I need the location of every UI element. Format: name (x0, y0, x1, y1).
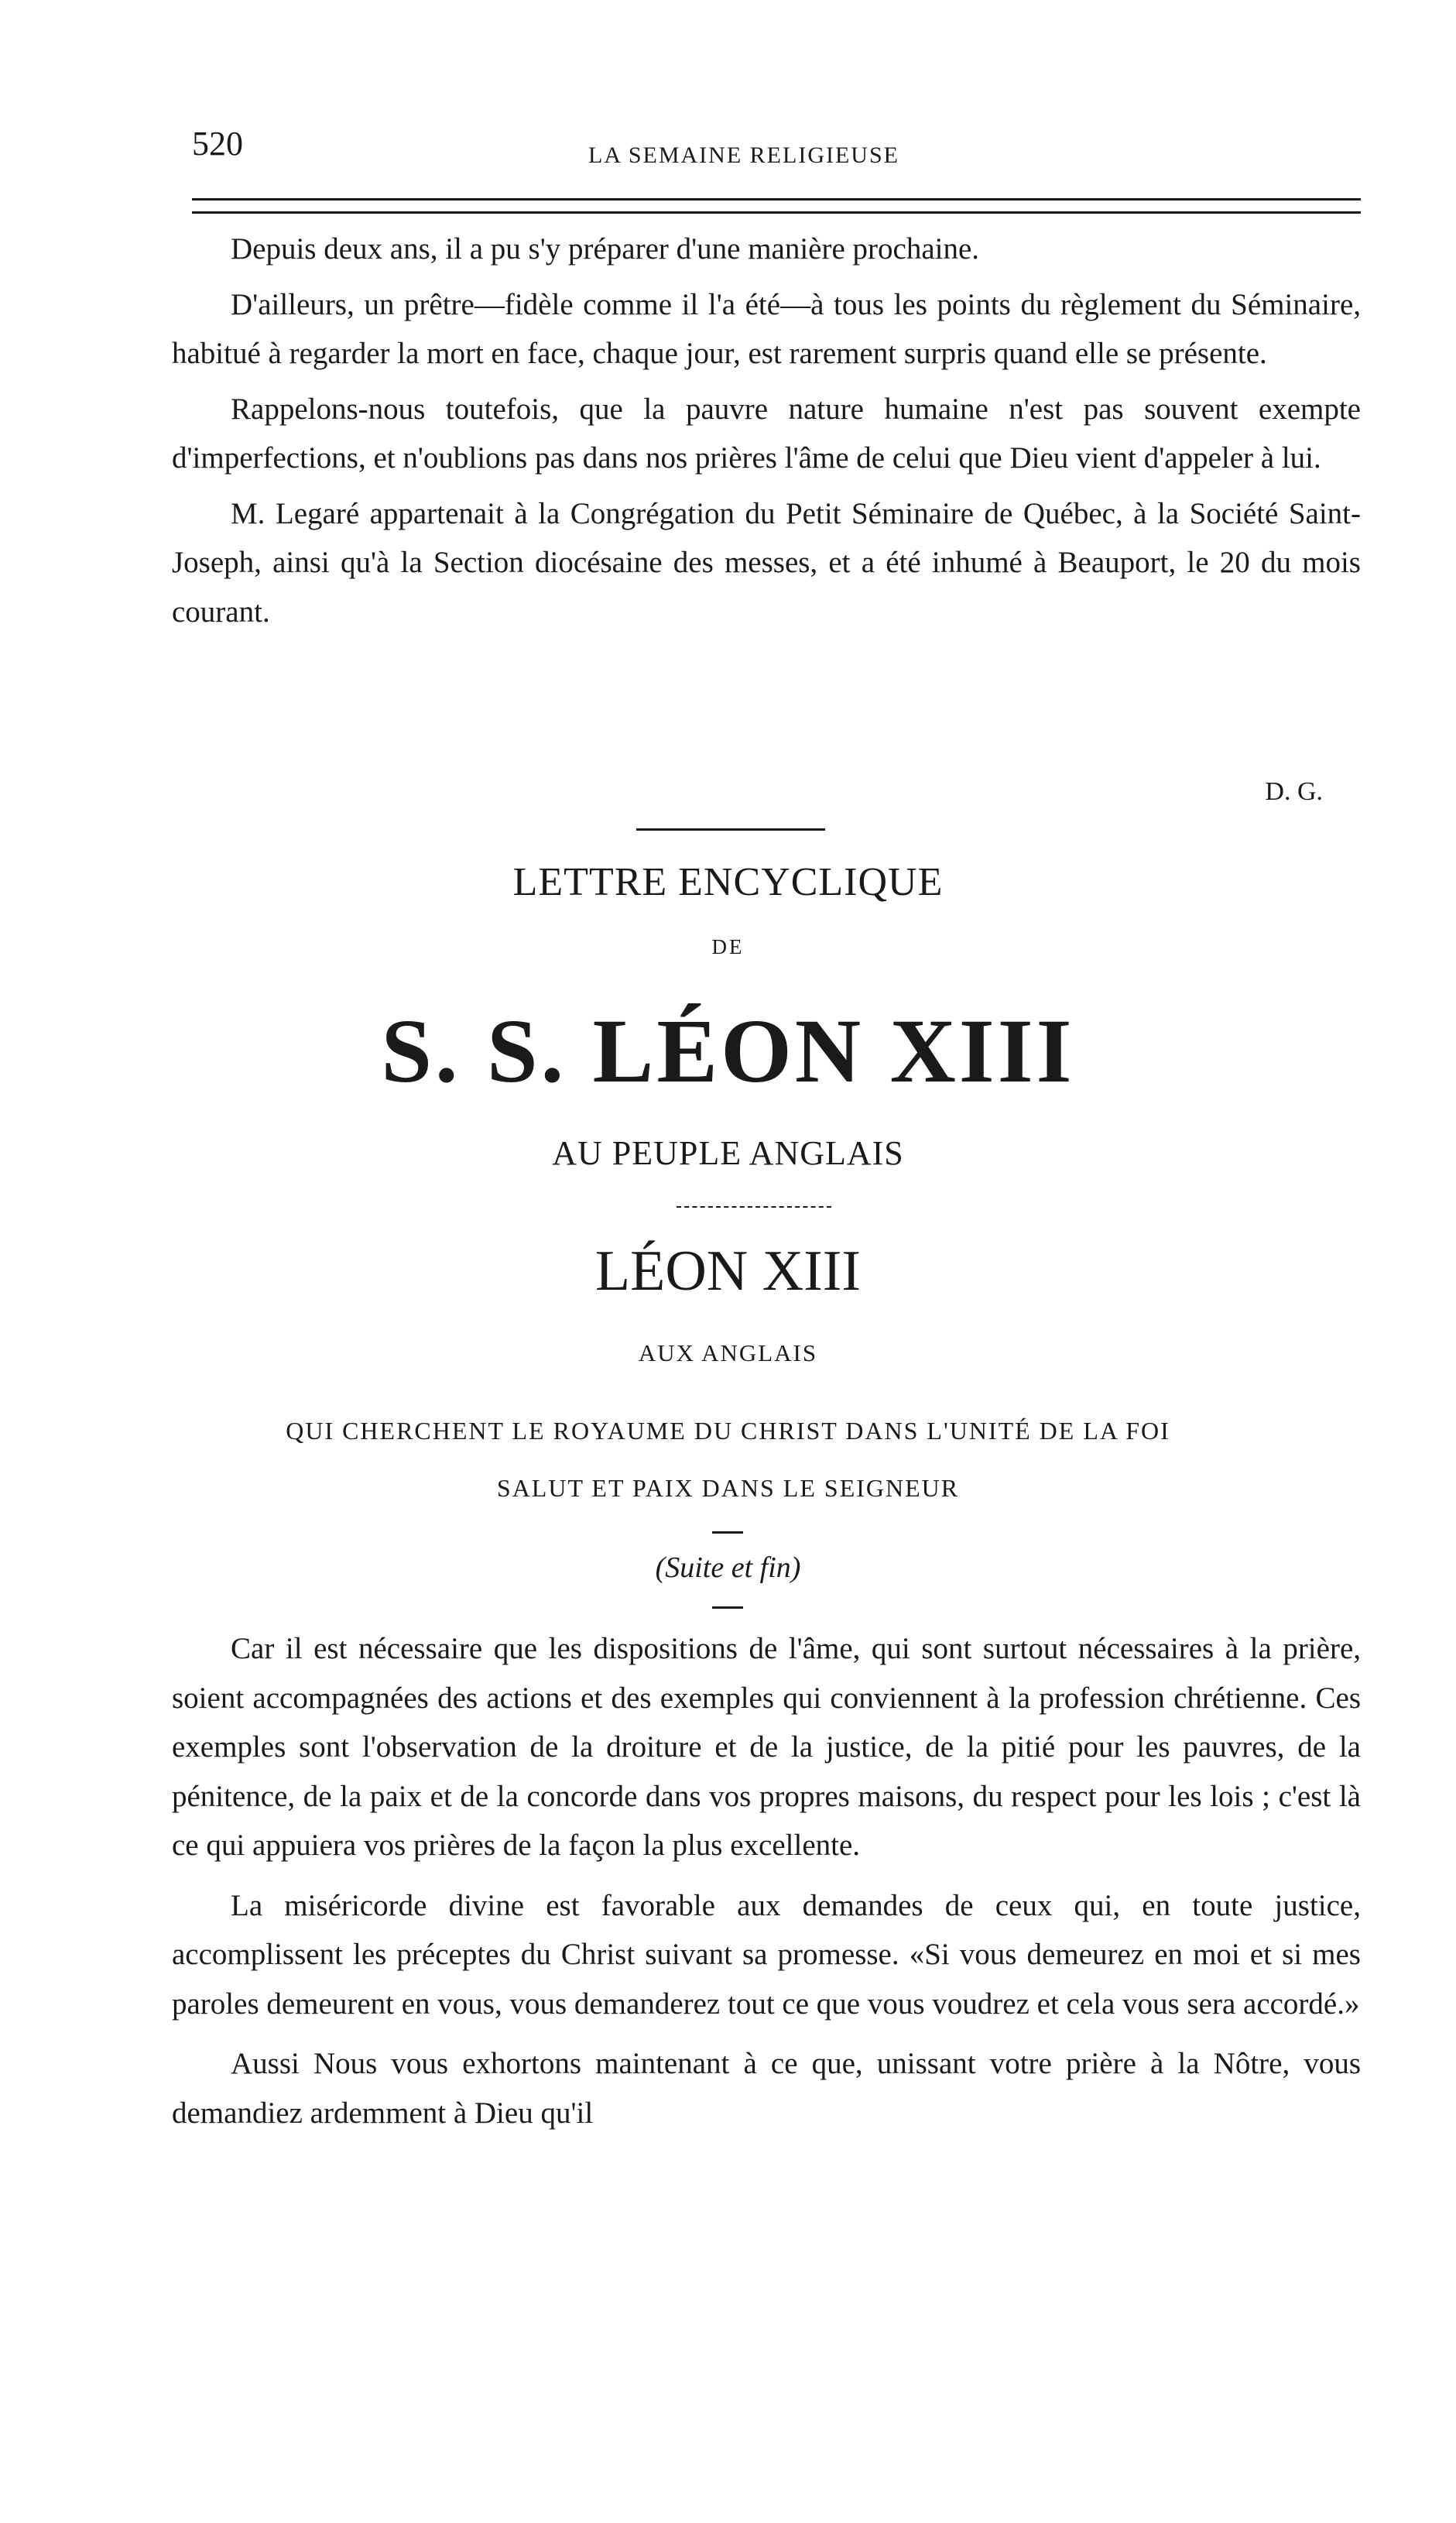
encyclical-title: LETTRE ENCYCLIQUE (512, 860, 944, 904)
address-line: QUI CHERCHENT LE ROYAUME DU CHRIST DANS L'UNITÉ DE LA FOI (286, 1417, 1170, 1445)
obituary-text (172, 225, 1361, 636)
greeting-line: SALUT ET PAIX DANS LE SEIGNEUR (496, 1474, 960, 1502)
paragraph: Car il est nécessaire que les dispositions de l'âme, qui sont surtout nécessaires à la prière, soient accompagnées des actions et des exemples qui conviennent à la profession chrétienne. Ces exemples sont l'observation de la droiture et de la justice, de la pitié pour les pauvres, de la pénitence, de la paix et de la concorde dans vos propres maisons, du respect pour les lois ; c'est là ce qui appuiera vos prières de la façon la plus excellente. (172, 1632, 1361, 1862)
signature: D. G. (1265, 777, 1323, 806)
paragraph: Aussi Nous vous exhortons maintenant à ce que, unissant votre prière à la Nôtre, vous demandiez ardemment à Dieu qu'il (172, 2047, 1361, 2130)
section-divider (636, 828, 825, 831)
paragraph: Rappelons-nous toutefois, que la pauvre nature humaine n'est pas souvent exempte d'imperfections, et n'oublions pas dans nos prières l'âme de celui que Dieu vient d'appeler à lui. (172, 392, 1361, 475)
paragraph: Depuis deux ans, il a pu s'y préparer d'une manière prochaine. (231, 232, 980, 266)
paragraph: La miséricorde divine est favorable aux demandes de ceux qui, en toute justice, accomplissent les préceptes du Christ suivant sa promesse. «Si vous demeurez en moi et si mes paroles demeurent en vous, vous demanderez tout ce que vous voudrez et cela vous sera accordé.» (172, 1888, 1361, 2021)
running-title: LA SEMAINE RELIGIEUSE (588, 142, 899, 168)
addressee: AUX ANGLAIS (638, 1339, 818, 1366)
ornamental-divider (677, 1206, 831, 1208)
paragraph: M. Legaré appartenait à la Congrégation du Petit Séminaire de Québec, à la Société Saint-Joseph, ainsi qu'à la Section diocésaine des messes, et a été inhumé à Beauport, le 20 du mois courant. (172, 496, 1361, 629)
small-divider (712, 1531, 743, 1534)
paragraph: D'ailleurs, un prêtre—fidèle comme il l'a été—à tous les points du règlement du Séminaire, habitué à regarder la mort en face, chaque jour, est rarement surpris quand elle se présente. (172, 287, 1361, 370)
header-rule (192, 198, 1361, 214)
recipient-title: AU PEUPLE ANGLAIS (552, 1134, 904, 1172)
pope-name-title: S. S. LÉON XIII (381, 1000, 1075, 1102)
sender-name: LÉON XIII (594, 1239, 862, 1303)
title-preposition: DE (711, 935, 745, 958)
small-divider (712, 1606, 743, 1609)
page-number: 520 (192, 125, 243, 163)
encyclical-text (172, 1624, 1361, 2137)
page-header (192, 124, 1361, 170)
continuation-note: (Suite et fin) (655, 1551, 801, 1584)
